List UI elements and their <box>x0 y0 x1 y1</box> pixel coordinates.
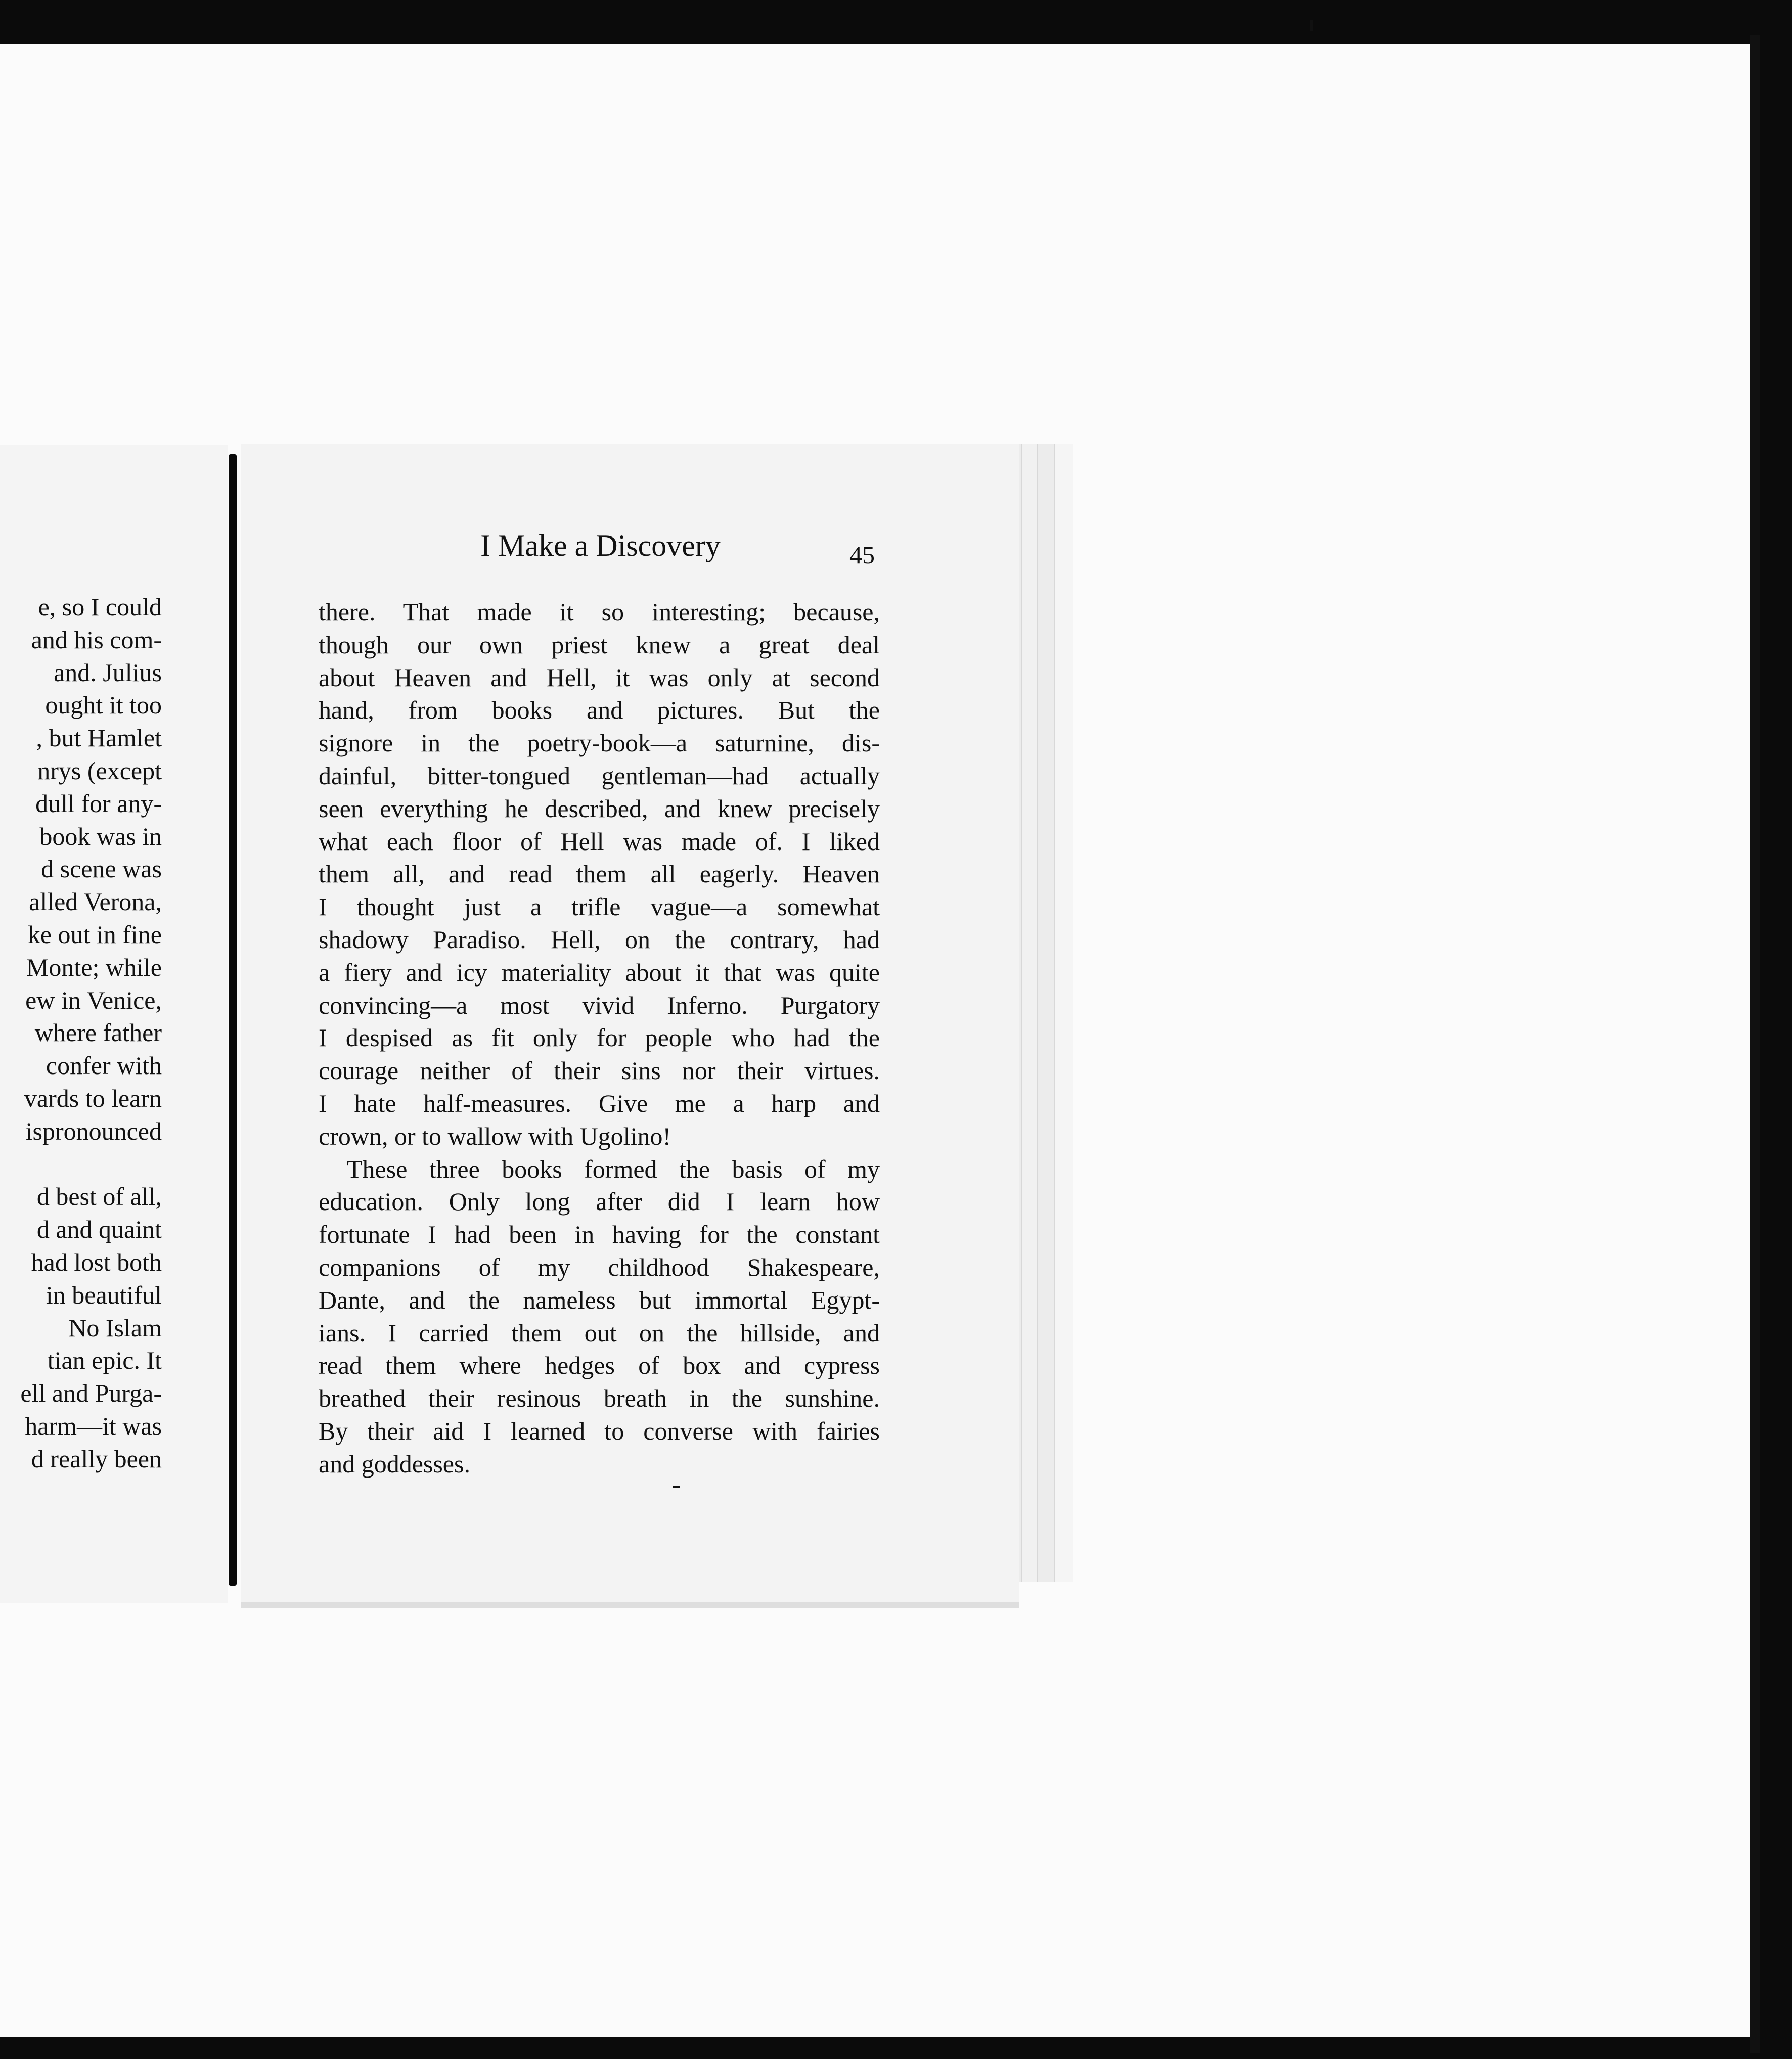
text-line: ell and Purga- <box>20 1379 162 1408</box>
body-text <box>319 596 880 1481</box>
text-line: dull for any- <box>35 789 162 818</box>
text-line: them all, and read them all eagerly. Heaven <box>319 860 880 888</box>
text-line: nrys (except <box>37 756 162 785</box>
left-page-text <box>20 591 162 1475</box>
text-line: ians. I carried them out on the hillside, and <box>319 1318 880 1347</box>
text-line: d really been <box>31 1444 162 1473</box>
text-line: By their aid I learned to converse with fairies <box>319 1416 880 1445</box>
text-line: and. Julius <box>54 658 162 687</box>
text-line: what each floor of Hell was made of. I liked <box>319 827 880 856</box>
text-line: confer with <box>46 1051 162 1080</box>
scan-speck <box>673 1486 680 1488</box>
text-line: ew in Venice, <box>25 986 162 1014</box>
page-number: 45 <box>849 541 875 569</box>
text-line: education. Only long after did I learn how <box>319 1187 880 1216</box>
text-line: a fiery and icy materiality about it that was quite <box>319 958 880 987</box>
text-line: seen everything he described, and knew precisely <box>319 794 880 823</box>
text-line: hand, from books and pictures. But the <box>319 696 880 725</box>
text-line: courage neither of their sins nor their virtues. <box>319 1056 880 1085</box>
text-line: These three books formed the basis of my <box>347 1154 880 1183</box>
text-line: breathed their resinous breath in the sunshine. <box>319 1384 880 1413</box>
text-line: convincing—a most vivid Inferno. Purgatory <box>319 991 880 1019</box>
scan-speck <box>1310 20 1313 31</box>
text-line <box>20 1148 162 1181</box>
text-line: about Heaven and Hell, it was only at second <box>319 663 880 692</box>
running-head: I Make a Discovery <box>480 529 721 562</box>
text-line: fortunate I had been in having for the constant <box>319 1220 880 1249</box>
text-line: I thought just a trifle vague—a somewhat <box>319 892 880 921</box>
text-line: , but Hamlet <box>36 724 162 752</box>
text-line: there. That made it so interesting; because, <box>319 598 880 626</box>
text-line: harm—it was <box>25 1411 162 1440</box>
text-line: d and quaint <box>36 1215 162 1244</box>
text-line: had lost both <box>31 1247 162 1276</box>
text-line: No Islam <box>68 1313 162 1342</box>
text-line: e, so I could <box>38 593 162 621</box>
text-line: vards to learn <box>24 1084 162 1112</box>
book-gutter <box>229 454 237 1586</box>
text-line: and his com- <box>31 625 162 654</box>
text-line: though our own priest knew a great deal <box>319 630 880 659</box>
text-line: Monte; while <box>26 953 162 981</box>
text-line: companions of my childhood Shakespeare, <box>319 1252 880 1281</box>
text-line: I hate half-measures. Give me a harp and <box>319 1089 880 1117</box>
text-line: shadowy Paradiso. Hell, on the contrary, had <box>319 925 880 954</box>
text-line: where father <box>34 1018 162 1047</box>
text-line: I despised as fit only for people who had the <box>319 1023 880 1052</box>
text-line: ispronounced <box>25 1116 162 1145</box>
text-line: alled Verona, <box>29 887 162 916</box>
text-line: Dante, and the nameless but immortal Egypt- <box>319 1285 880 1314</box>
text-line: read them where hedges of box and cypress <box>319 1351 880 1380</box>
text-line: and goddesses. <box>319 1449 470 1478</box>
text-line: ought it too <box>45 691 162 720</box>
text-line: crown, or to wallow with Ugolino! <box>319 1122 671 1150</box>
text-line: dainful, bitter-tongued gentleman—had actually <box>319 761 880 790</box>
scan-border-right <box>1750 35 1760 2053</box>
left-page <box>0 445 228 1603</box>
text-line: d scene was <box>41 855 162 883</box>
text-line: ke out in fine <box>27 920 162 949</box>
text-line: tian epic. It <box>47 1346 162 1375</box>
text-line: d best of all, <box>36 1182 162 1211</box>
text-line: book was in <box>39 822 162 851</box>
text-line: signore in the poetry-book—a saturnine, dis- <box>319 729 880 757</box>
text-line: in beautiful <box>46 1280 162 1309</box>
